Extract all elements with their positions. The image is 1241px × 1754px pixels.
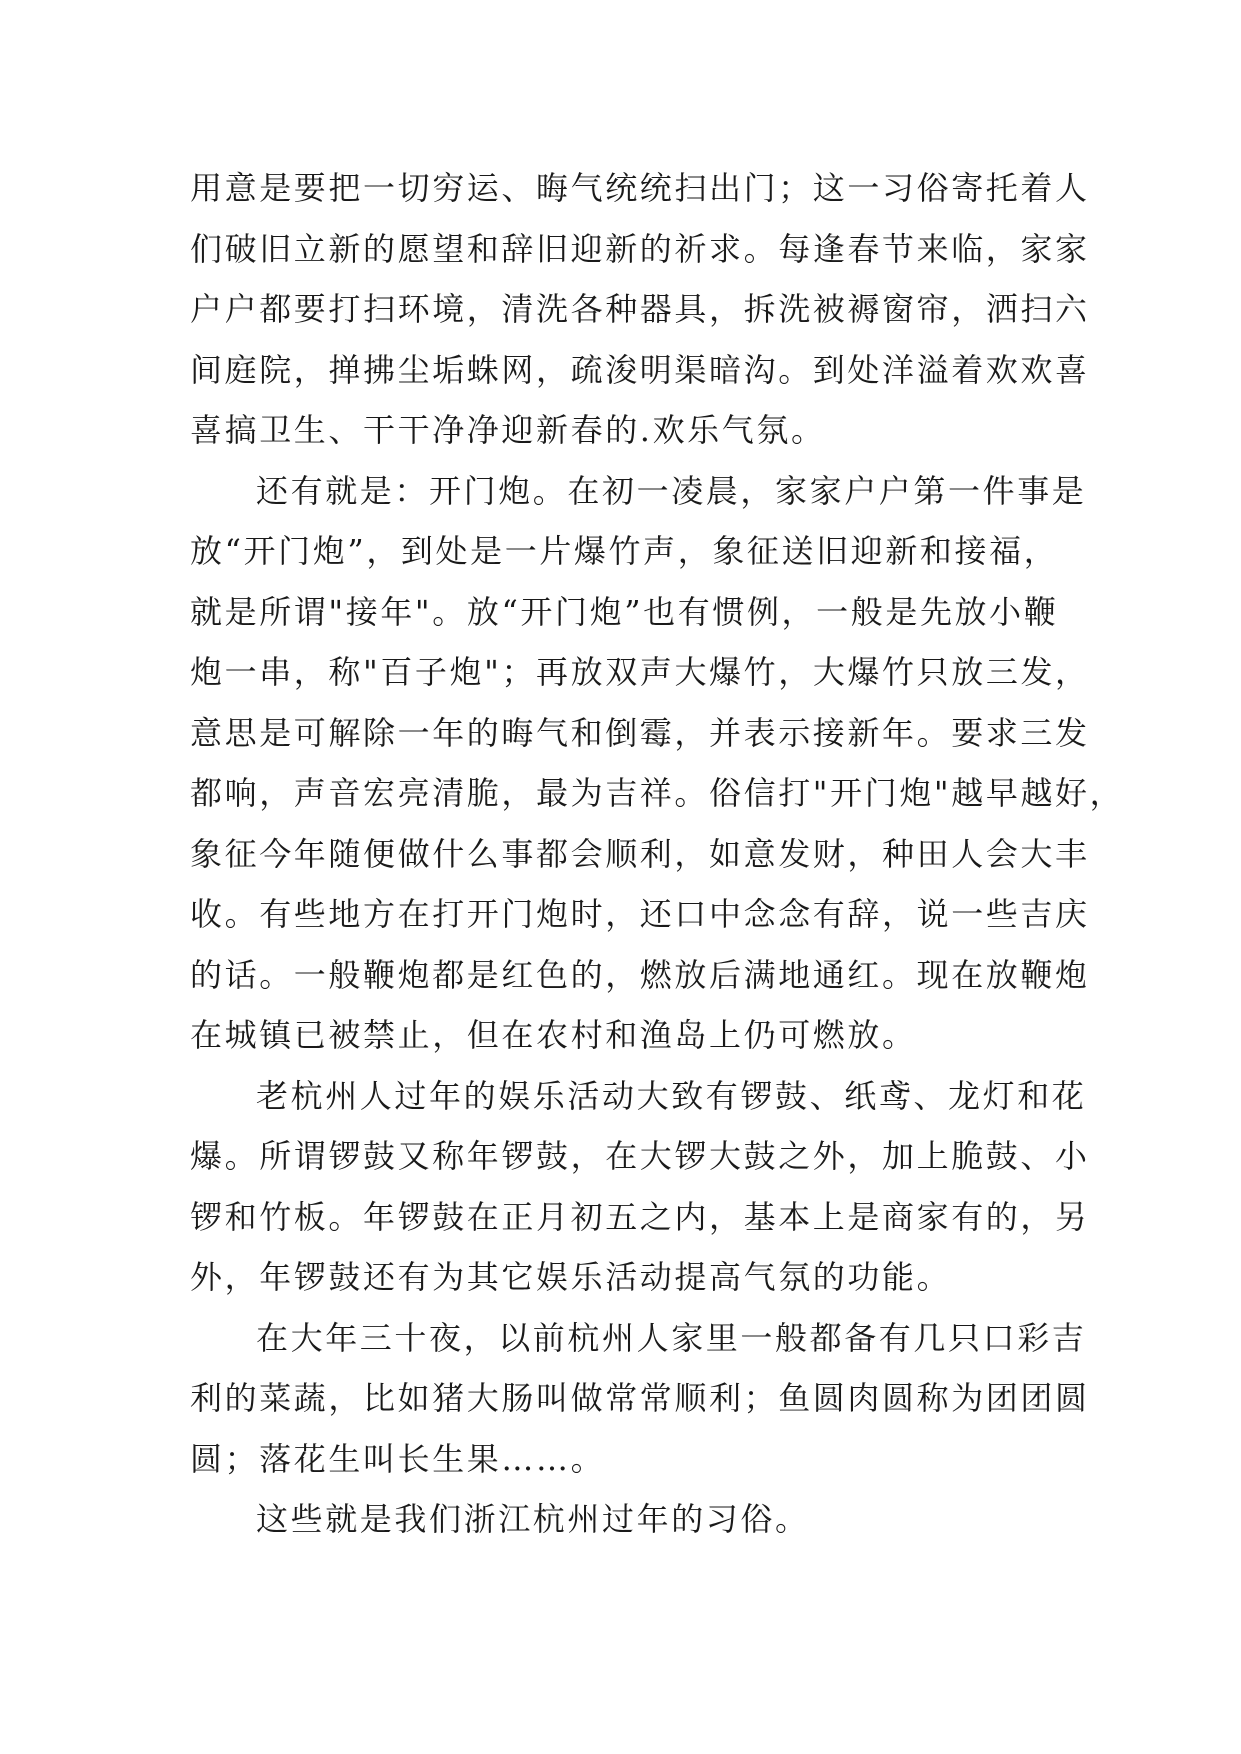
text-line: 间庭院，掸拂尘垢蛛网，疏浚明渠暗沟。到处洋溢着欢欢喜 (190, 350, 1090, 389)
paragraph-first-line: 在大年三十夜，以前杭州人家里一般都备有几只口彩吉 (256, 1318, 1087, 1357)
text-line: 户户都要打扫环境，清洗各种器具，拆洗被褥窗帘，洒扫六 (190, 290, 1090, 328)
text-line: 圆；落花生叫长生果……。 (190, 1439, 606, 1478)
text-line: 象征今年随便做什么事都会顺利，如意发财，种田人会大丰 (190, 834, 1090, 873)
text-line: 炮一串，称"百子炮"；再放双声大爆竹，大爆竹只放三发， (190, 653, 1090, 691)
text-line: 们破旧立新的愿望和辞旧迎新的祈求。每逢春节来临，家家 (190, 229, 1090, 268)
text-line: 收。有些地方在打开门炮时，还口中念念有辞，说一些吉庆 (190, 895, 1090, 933)
text-line: 喜搞卫生、干干净净迎新春的.欢乐气氛。 (190, 411, 826, 449)
text-line: 意思是可解除一年的晦气和倒霉，并表示接新年。要求三发 (190, 713, 1090, 752)
text-line: 爆。所谓锣鼓又称年锣鼓，在大锣大鼓之外，加上脆鼓、小 (190, 1137, 1090, 1175)
text-line: 放“开门炮”，到处是一片爆竹声，象征送旧迎新和接福， (190, 532, 1059, 570)
text-line: 外，年锣鼓还有为其它娱乐活动提高气氛的功能。 (190, 1258, 952, 1296)
text-line: 的话。一般鞭炮都是红色的，燃放后满地通红。现在放鞭炮 (190, 955, 1090, 994)
paragraph-first-line: 还有就是：开门炮。在初一凌晨，家家户户第一件事是 (256, 471, 1087, 510)
text-line: 利的菜蔬，比如猪大肠叫做常常顺利；鱼圆肉圆称为团团圆 (190, 1379, 1090, 1417)
paragraph-first-line: 这些就是我们浙江杭州过年的习俗。 (256, 1500, 810, 1538)
paragraph-first-line: 老杭州人过年的娱乐活动大致有锣鼓、纸鸢、龙灯和花 (256, 1076, 1087, 1115)
text-line: 就是所谓"接年"。放“开门炮”也有惯例，一般是先放小鞭 (190, 592, 1059, 631)
document-body (190, 158, 1125, 1550)
text-line: 用意是要把一切穷运、晦气统统扫出门；这一习俗寄托着人 (190, 169, 1090, 207)
text-line: 锣和竹板。年锣鼓在正月初五之内，基本上是商家有的，另 (190, 1197, 1090, 1236)
text-line: 在城镇已被禁止，但在农村和渔岛上仍可燃放。 (190, 1016, 917, 1054)
text-line: 都响，声音宏亮清脆，最为吉祥。俗信打"开门炮"越早越好， (190, 774, 1125, 812)
